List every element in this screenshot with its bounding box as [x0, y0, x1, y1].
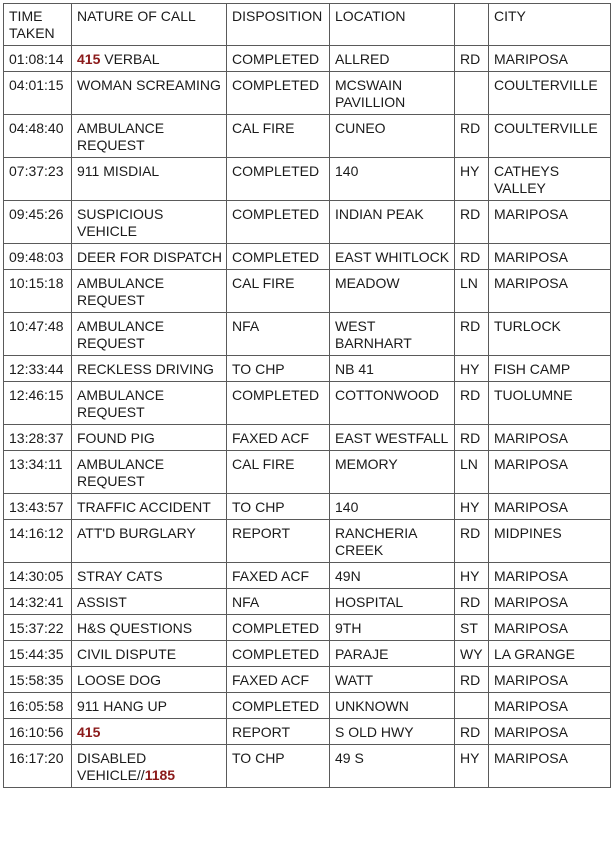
cell-location: 49N	[330, 563, 455, 589]
cell-disposition: COMPLETED	[227, 244, 330, 270]
cell-city: MARIPOSA	[489, 615, 611, 641]
nature-text: 911 MISDIAL	[77, 163, 160, 179]
cell-disposition: COMPLETED	[227, 615, 330, 641]
cell-location: EAST WESTFALL	[330, 425, 455, 451]
table-row	[4, 270, 611, 313]
cell-location: HOSPITAL	[330, 589, 455, 615]
cell-time: 16:05:58	[4, 693, 72, 719]
nature-text: DEER FOR DISPATCH	[77, 249, 222, 265]
cell-street-suffix: HY	[455, 158, 489, 201]
table-row	[4, 520, 611, 563]
nature-text: DISABLED VEHICLE//	[77, 750, 147, 783]
cell-location: 9TH	[330, 615, 455, 641]
table-row	[4, 115, 611, 158]
cell-nature	[72, 589, 227, 615]
cell-disposition: FAXED ACF	[227, 563, 330, 589]
cell-street-suffix: RD	[455, 382, 489, 425]
cell-time: 14:16:12	[4, 520, 72, 563]
cell-nature	[72, 158, 227, 201]
cell-time: 01:08:14	[4, 46, 72, 72]
table-row	[4, 589, 611, 615]
cell-street-suffix: WY	[455, 641, 489, 667]
cell-street-suffix: RD	[455, 425, 489, 451]
cell-location: PARAJE	[330, 641, 455, 667]
cell-nature	[72, 719, 227, 745]
cell-street-suffix: LN	[455, 451, 489, 494]
nature-text: AMBULANCE REQUEST	[77, 120, 165, 153]
cell-location: S OLD HWY	[330, 719, 455, 745]
cell-time: 10:15:18	[4, 270, 72, 313]
cell-city: MARIPOSA	[489, 494, 611, 520]
cell-street-suffix: RD	[455, 719, 489, 745]
table-row	[4, 563, 611, 589]
header-street-suffix	[455, 4, 489, 46]
table-row	[4, 641, 611, 667]
cell-street-suffix: RD	[455, 244, 489, 270]
cell-time: 16:10:56	[4, 719, 72, 745]
table-row	[4, 693, 611, 719]
cell-city: FISH CAMP	[489, 356, 611, 382]
cell-nature	[72, 451, 227, 494]
cell-time: 04:48:40	[4, 115, 72, 158]
cell-disposition: CAL FIRE	[227, 270, 330, 313]
table-row	[4, 382, 611, 425]
cell-city: MARIPOSA	[489, 425, 611, 451]
cell-disposition: TO CHP	[227, 494, 330, 520]
cell-street-suffix: ST	[455, 615, 489, 641]
cell-disposition: TO CHP	[227, 356, 330, 382]
table-row	[4, 244, 611, 270]
cell-street-suffix: RD	[455, 46, 489, 72]
nature-text: AMBULANCE REQUEST	[77, 456, 165, 489]
table-row	[4, 313, 611, 356]
cell-nature	[72, 382, 227, 425]
cell-location: 49 S	[330, 745, 455, 788]
cell-street-suffix: HY	[455, 494, 489, 520]
nature-text: ASSIST	[77, 594, 127, 610]
cell-city: MARIPOSA	[489, 563, 611, 589]
cell-disposition: FAXED ACF	[227, 667, 330, 693]
cell-street-suffix: RD	[455, 520, 489, 563]
cell-time: 09:45:26	[4, 201, 72, 244]
cell-location: UNKNOWN	[330, 693, 455, 719]
cell-time: 12:33:44	[4, 356, 72, 382]
nature-text: AMBULANCE REQUEST	[77, 275, 165, 308]
header-location: LOCATION	[330, 4, 455, 46]
cell-nature	[72, 520, 227, 563]
cell-street-suffix: HY	[455, 745, 489, 788]
nature-text: ATT'D BURGLARY	[77, 525, 196, 541]
cell-street-suffix	[455, 693, 489, 719]
call-code: 415	[77, 724, 101, 740]
nature-text: RECKLESS DRIVING	[77, 361, 214, 377]
cell-location: ALLRED	[330, 46, 455, 72]
cell-time: 13:34:11	[4, 451, 72, 494]
cell-location: WATT	[330, 667, 455, 693]
cell-time: 15:44:35	[4, 641, 72, 667]
header-nature-of-call: NATURE OF CALL	[72, 4, 227, 46]
cell-location: WEST BARNHART	[330, 313, 455, 356]
cell-disposition: COMPLETED	[227, 201, 330, 244]
cell-location: CUNEO	[330, 115, 455, 158]
nature-text: CIVIL DISPUTE	[77, 646, 177, 662]
nature-text: 911 HANG UP	[77, 698, 167, 714]
cell-nature	[72, 356, 227, 382]
table-row	[4, 615, 611, 641]
nature-text: FOUND PIG	[77, 430, 155, 446]
cell-disposition: TO CHP	[227, 745, 330, 788]
nature-text: SUSPICIOUS VEHICLE	[77, 206, 164, 239]
cell-street-suffix: RD	[455, 313, 489, 356]
cell-city: MARIPOSA	[489, 201, 611, 244]
cell-time: 15:37:22	[4, 615, 72, 641]
cell-street-suffix: RD	[455, 667, 489, 693]
nature-text: STRAY CATS	[77, 568, 163, 584]
cell-city: LA GRANGE	[489, 641, 611, 667]
header-row	[4, 4, 611, 46]
cell-location: RANCHERIA CREEK	[330, 520, 455, 563]
cell-nature	[72, 667, 227, 693]
cell-time: 15:58:35	[4, 667, 72, 693]
cell-nature	[72, 313, 227, 356]
cell-disposition: CAL FIRE	[227, 451, 330, 494]
table-row	[4, 201, 611, 244]
cell-location: MEMORY	[330, 451, 455, 494]
table-row	[4, 46, 611, 72]
nature-text: WOMAN SCREAMING	[77, 77, 221, 93]
call-log-table	[3, 3, 611, 788]
cell-street-suffix: HY	[455, 356, 489, 382]
header-disposition: DISPOSITION	[227, 4, 330, 46]
table-row	[4, 667, 611, 693]
nature-text: AMBULANCE REQUEST	[77, 387, 165, 420]
cell-disposition: NFA	[227, 313, 330, 356]
table-row	[4, 451, 611, 494]
call-code: 415	[77, 51, 101, 67]
nature-text: VERBAL	[100, 51, 160, 67]
cell-city: MARIPOSA	[489, 451, 611, 494]
cell-nature	[72, 270, 227, 313]
cell-disposition: CAL FIRE	[227, 115, 330, 158]
call-code: 1185	[144, 767, 176, 783]
cell-nature	[72, 72, 227, 115]
cell-disposition: NFA	[227, 589, 330, 615]
cell-city: MARIPOSA	[489, 46, 611, 72]
cell-time: 12:46:15	[4, 382, 72, 425]
cell-street-suffix: RD	[455, 115, 489, 158]
cell-time: 09:48:03	[4, 244, 72, 270]
cell-street-suffix: RD	[455, 589, 489, 615]
cell-nature	[72, 201, 227, 244]
nature-text: AMBULANCE REQUEST	[77, 318, 165, 351]
nature-text: H&S QUESTIONS	[77, 620, 193, 636]
cell-disposition: COMPLETED	[227, 382, 330, 425]
nature-text: TRAFFIC ACCIDENT	[77, 499, 211, 515]
cell-city: TUOLUMNE	[489, 382, 611, 425]
cell-city: MARIPOSA	[489, 693, 611, 719]
header-time-taken: TIME TAKEN	[4, 4, 72, 46]
cell-city: MIDPINES	[489, 520, 611, 563]
cell-disposition: FAXED ACF	[227, 425, 330, 451]
cell-location: EAST WHITLOCK	[330, 244, 455, 270]
cell-location: MCSWAIN PAVILLION	[330, 72, 455, 115]
cell-nature	[72, 494, 227, 520]
cell-time: 14:30:05	[4, 563, 72, 589]
cell-city: COULTERVILLE	[489, 115, 611, 158]
cell-city: MARIPOSA	[489, 745, 611, 788]
cell-location: 140	[330, 158, 455, 201]
cell-city: MARIPOSA	[489, 667, 611, 693]
cell-city: COULTERVILLE	[489, 72, 611, 115]
cell-location: COTTONWOOD	[330, 382, 455, 425]
cell-street-suffix: HY	[455, 563, 489, 589]
cell-disposition: REPORT	[227, 719, 330, 745]
cell-street-suffix: LN	[455, 270, 489, 313]
cell-nature	[72, 115, 227, 158]
cell-street-suffix	[455, 72, 489, 115]
cell-nature	[72, 46, 227, 72]
cell-location: 140	[330, 494, 455, 520]
table-row	[4, 425, 611, 451]
cell-location: NB 41	[330, 356, 455, 382]
header-city: CITY	[489, 4, 611, 46]
nature-text: LOOSE DOG	[77, 672, 162, 688]
cell-time: 04:01:15	[4, 72, 72, 115]
table-row	[4, 72, 611, 115]
cell-disposition: COMPLETED	[227, 72, 330, 115]
cell-location: MEADOW	[330, 270, 455, 313]
table-row	[4, 719, 611, 745]
cell-nature	[72, 563, 227, 589]
table-row	[4, 745, 611, 788]
cell-nature	[72, 425, 227, 451]
cell-city: MARIPOSA	[489, 589, 611, 615]
cell-location: INDIAN PEAK	[330, 201, 455, 244]
cell-nature	[72, 641, 227, 667]
cell-nature	[72, 615, 227, 641]
cell-street-suffix: RD	[455, 201, 489, 244]
cell-city: MARIPOSA	[489, 719, 611, 745]
table-row	[4, 356, 611, 382]
cell-time: 07:37:23	[4, 158, 72, 201]
cell-time: 16:17:20	[4, 745, 72, 788]
cell-city: TURLOCK	[489, 313, 611, 356]
table-row	[4, 158, 611, 201]
cell-disposition: COMPLETED	[227, 641, 330, 667]
cell-time: 10:47:48	[4, 313, 72, 356]
cell-nature	[72, 244, 227, 270]
cell-disposition: COMPLETED	[227, 158, 330, 201]
cell-disposition: REPORT	[227, 520, 330, 563]
cell-nature	[72, 693, 227, 719]
cell-nature	[72, 745, 227, 788]
cell-time: 14:32:41	[4, 589, 72, 615]
cell-time: 13:28:37	[4, 425, 72, 451]
cell-city: CATHEYS VALLEY	[489, 158, 611, 201]
cell-city: MARIPOSA	[489, 270, 611, 313]
table-row	[4, 494, 611, 520]
cell-disposition: COMPLETED	[227, 693, 330, 719]
cell-disposition: COMPLETED	[227, 46, 330, 72]
cell-time: 13:43:57	[4, 494, 72, 520]
cell-city: MARIPOSA	[489, 244, 611, 270]
